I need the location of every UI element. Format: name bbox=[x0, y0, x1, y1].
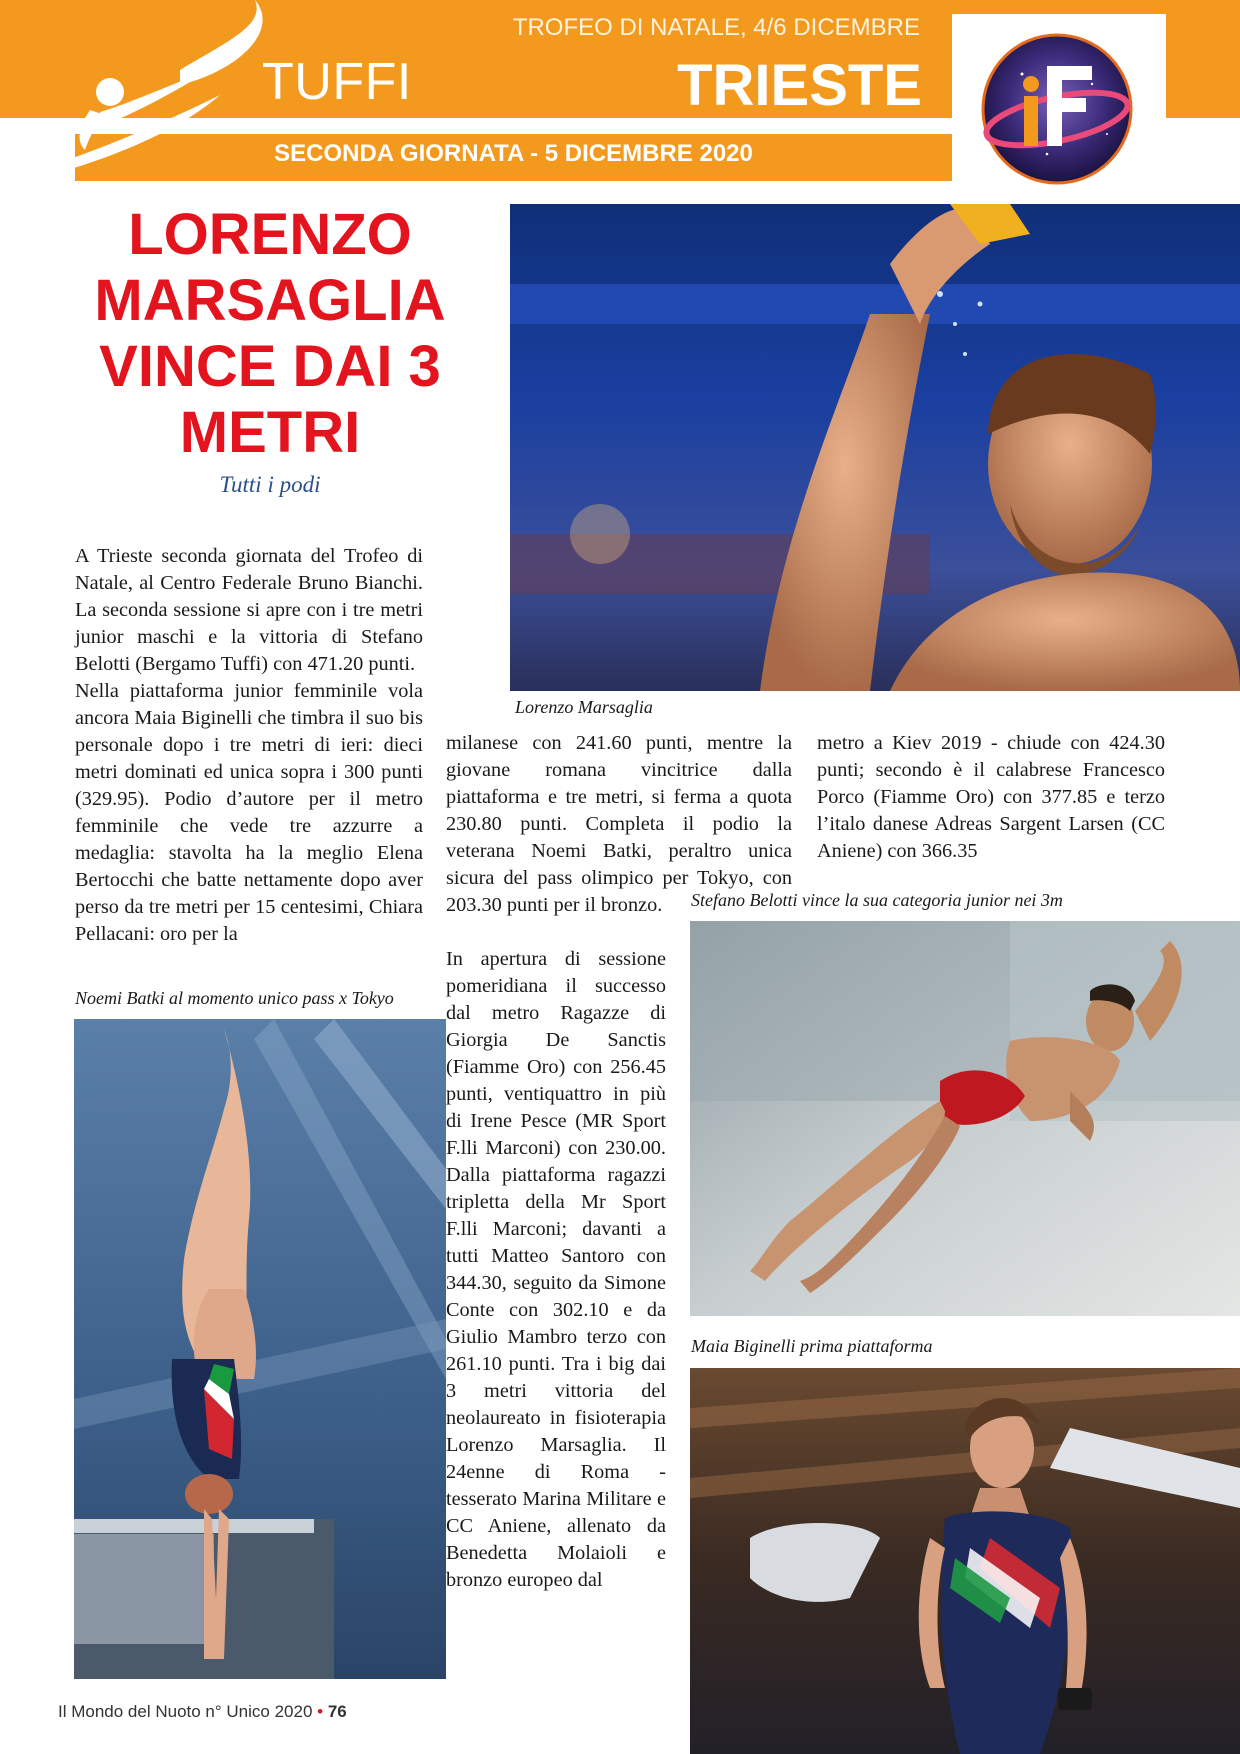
title-line: VINCE DAI 3 bbox=[99, 334, 441, 399]
if-logo bbox=[952, 14, 1166, 186]
paragraph: Nella piattaforma junior femminile vola ancora Maia Biginelli che timbra il suo bis personale dopo i tre metri di ieri: dieci metri dominati ed unica sopra i 300 punti (329.95). Podio d’autore per il metro femminile che vede tre azzurre a medaglia: stavolta ha la meglio Elena Bertocchi che batte nettamente dopo aver perso da tre metri per 15 centesimi, Chiara Pellacani: oro per la bbox=[75, 680, 423, 945]
caption-marsaglia: Lorenzo Marsaglia bbox=[515, 697, 653, 717]
event-name: TROFEO DI NATALE, 4/6 DICEMBRE bbox=[512, 14, 920, 41]
title-line: METRI bbox=[179, 400, 361, 465]
caption-belotti: Stefano Belotti vince la sua categoria junior nei 3m bbox=[691, 890, 1063, 910]
paragraph: milanese con 241.60 punti, mentre la giovane romana vincitrice dalla piattaforma e tre metri, si ferma a quota 230.80 punti. Completa il podio la veterana Noemi Batki, peraltro unica sicura del pass olimpico per Tokyo, con 203.30 punti per il bronzo. bbox=[446, 732, 792, 916]
article-column-1 bbox=[75, 543, 423, 948]
photo-biginelli bbox=[690, 1368, 1240, 1754]
page-number: 76 bbox=[327, 1702, 347, 1721]
article-column-3 bbox=[817, 730, 1165, 865]
publication-name: Il Mondo del Nuoto n° Unico 2020 bbox=[58, 1702, 313, 1721]
page-footer bbox=[58, 1702, 347, 1722]
caption-batki: Noemi Batki al momento unico pass x Tokyo bbox=[75, 988, 394, 1008]
article-subtitle: Tutti i podi bbox=[219, 472, 321, 497]
logo-container bbox=[952, 14, 1166, 186]
title-line: MARSAGLIA bbox=[94, 268, 446, 333]
event-city: TRIESTE bbox=[677, 53, 922, 118]
photo-batki bbox=[74, 1019, 446, 1679]
event-day: SECONDA GIORNATA - 5 DICEMBRE 2020 bbox=[274, 140, 753, 167]
section-label: TUFFI bbox=[262, 53, 412, 111]
footer-separator: • bbox=[317, 1702, 324, 1721]
article-title bbox=[60, 202, 480, 466]
photo-marsaglia bbox=[510, 204, 1240, 691]
article-column-2b bbox=[446, 946, 666, 1594]
title-line: LORENZO bbox=[128, 202, 412, 267]
paragraph: In apertura di sessione pomeridiana il successo dal metro Ragazze di Giorgia De Sanctis (Fiamme Oro) con 256.45 punti, ventiquattro in più di Irene Pesce (MR Sport F.lli Marconi) con 230.00. Dalla piattaforma ragazzi tripletta della Mr Sport F.lli Marconi; davanti a tutti Matteo Santoro con 344.30, seguito da Simone Conte con 302.10 e da Giulio Mambro terzo con 261.10 punti. Tra i big dai 3 metri vittoria del neolaureato in fisioterapia Lorenzo Marsaglia. Il 24enne di Roma - tesserato Marina Militare e CC Aniene, allenato da Benedetta Molaioli e bronzo europeo dal bbox=[446, 948, 666, 1591]
paragraph: A Trieste seconda giornata del Trofeo di Natale, al Centro Federale Bruno Bianchi. La seconda sessione si apre con i tre metri junior maschi e la vittoria di Stefano Belotti (Bergamo Tuffi) con 471.20 punti. bbox=[75, 545, 423, 675]
photo-belotti bbox=[690, 921, 1240, 1316]
svg-text:iF: iF bbox=[952, 14, 953, 15]
caption-biginelli: Maia Biginelli prima piattaforma bbox=[691, 1336, 933, 1356]
paragraph: metro a Kiev 2019 - chiude con 424.30 punti; secondo è il calabrese Francesco Porco (Fiamme Oro) con 377.85 e terzo l’italo danese Adreas Sargent Larsen (CC Aniene) con 366.35 bbox=[817, 732, 1165, 862]
